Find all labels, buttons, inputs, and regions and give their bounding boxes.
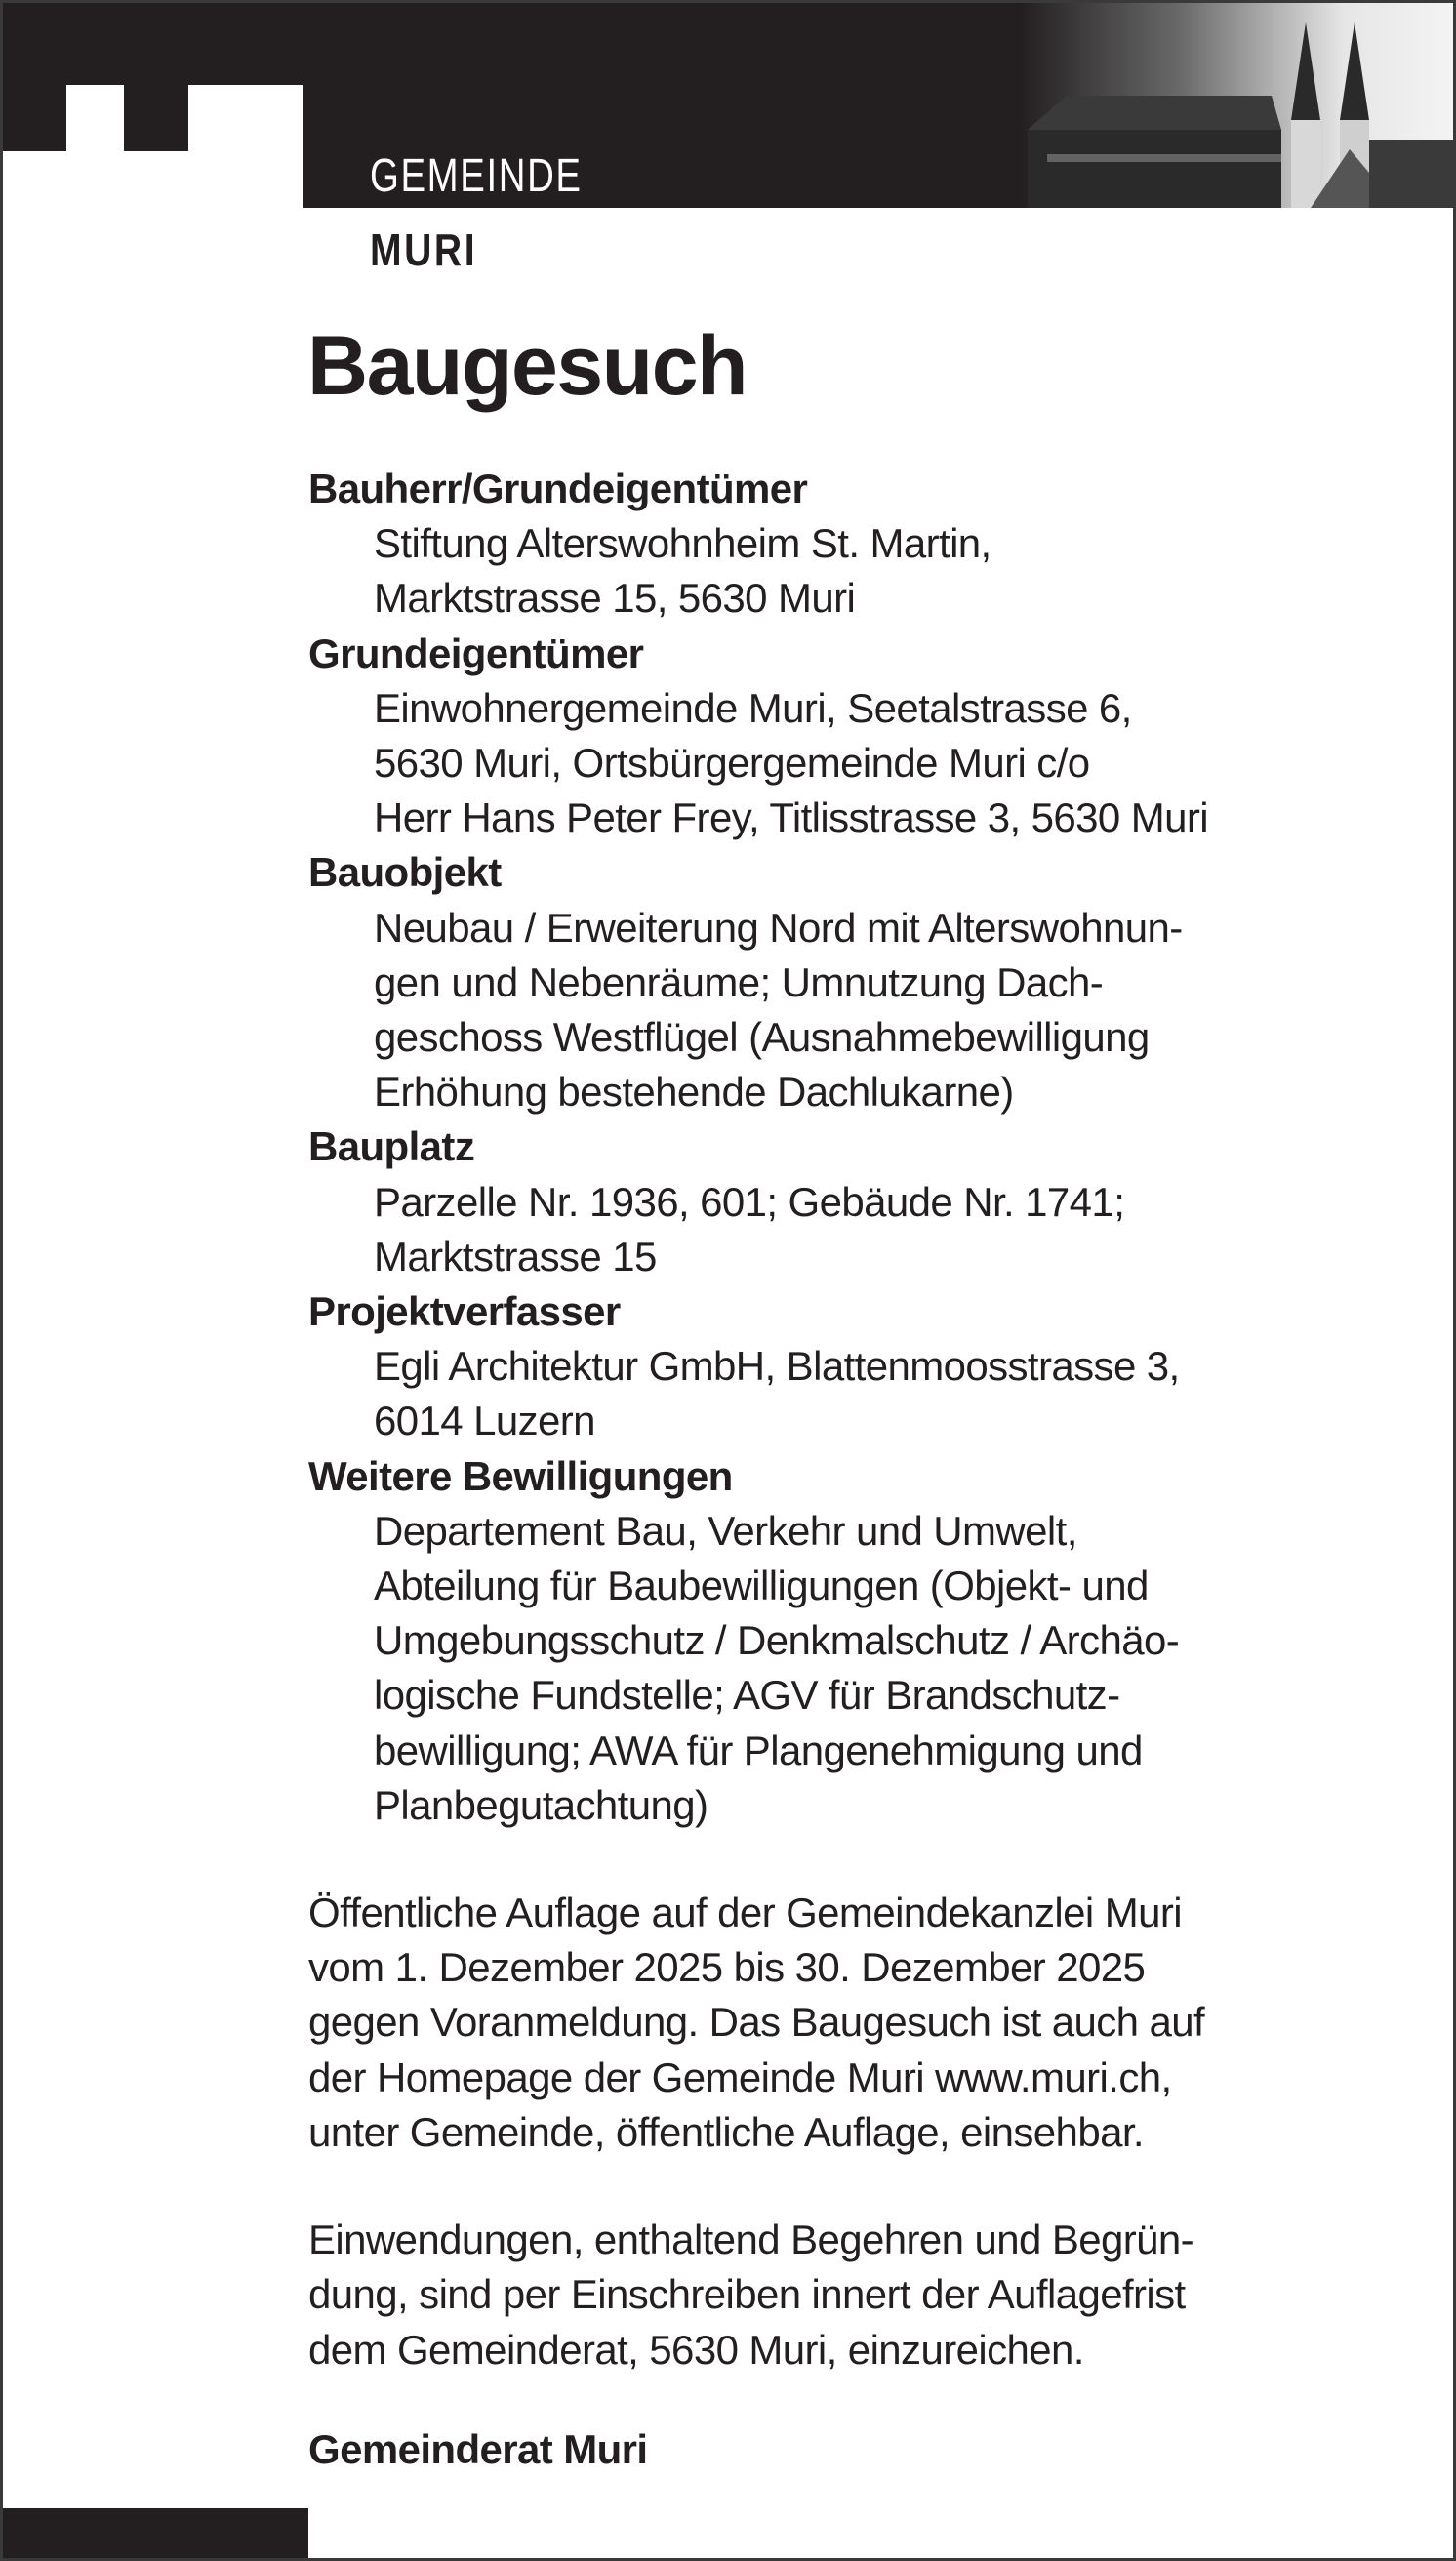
section-heading: Bauplatz — [308, 1123, 475, 1170]
section-weitere-bewilligungen — [308, 1449, 1421, 1833]
section-line: geschoss Westflügel (Ausnahmebewilligung — [374, 1014, 1150, 1061]
section-line: Departement Bau, Verkehr und Umwelt, — [374, 1507, 1077, 1554]
signature: Gemeinderat Muri — [308, 2425, 648, 2472]
section-bauobjekt — [308, 845, 1421, 1119]
section-line: Egli Architektur GmbH, Blattenmoosstrasse 3, — [374, 1343, 1180, 1390]
section-line: 5630 Muri, Ortsbürgergemeinde Muri c/o — [374, 740, 1090, 787]
footer-block — [3, 2508, 308, 2561]
section-heading: Weitere Bewilligungen — [308, 1452, 733, 1499]
paragraph-line: gegen Voranmeldung. Das Baugesuch ist auch auf — [308, 1999, 1205, 2046]
section-line: Herr Hans Peter Frey, Titlisstrasse 3, 5630 Muri — [374, 794, 1209, 841]
section-line: gen und Nebenräume; Umnutzung Dach- — [374, 958, 1104, 1005]
paragraph-line: dem Gemeinderat, 5630 Muri, einzureichen. — [308, 2326, 1084, 2373]
section-line: Neubau / Erweiterung Nord mit Alterswohnun- — [374, 904, 1183, 951]
section-grundeigentuemer — [308, 627, 1421, 846]
paragraph-line: vom 1. Dezember 2025 bis 30. Dezember 2025 — [308, 1944, 1146, 1991]
section-bauherr — [308, 462, 1421, 627]
section-line: logische Fundstelle; AGV für Brandschutz- — [374, 1672, 1120, 1719]
section-line: Einwohnergemeinde Muri, Seetalstrasse 6, — [374, 684, 1132, 731]
section-line: Umgebungsschutz / Denkmalschutz / Archäo- — [374, 1617, 1180, 1664]
section-heading: Projektverfasser — [308, 1288, 621, 1335]
section-projektverfasser — [308, 1284, 1421, 1449]
section-line: Stiftung Alterswohnheim St. Martin, — [374, 520, 991, 567]
section-heading: Bauobjekt — [308, 849, 502, 896]
paragraph-line: der Homepage der Gemeinde Muri www.muri.ch, — [308, 2053, 1172, 2100]
monastery-photo-icon — [940, 22, 1456, 208]
paragraph-line: dung, sind per Einschreiben innert der Auflagefrist — [308, 2271, 1186, 2318]
logo-gemeinde-text: GEMEINDE — [370, 150, 583, 202]
paragraph-line: unter Gemeinde, öffentliche Auflage, einsehbar. — [308, 2108, 1144, 2155]
section-bauplatz — [308, 1119, 1421, 1284]
section-line: Parzelle Nr. 1936, 601; Gebäude Nr. 1741; — [374, 1178, 1125, 1225]
section-heading: Bauherr/Grundeigentümer — [308, 466, 808, 511]
paragraph-line: Öffentliche Auflage auf der Gemeindekanzlei Muri — [308, 1890, 1182, 1936]
section-line: Abteilung für Baubewilligungen (Objekt- und — [374, 1563, 1149, 1609]
logo-muri-text: MURI — [370, 224, 478, 275]
section-line: Marktstrasse 15, 5630 Muri — [374, 575, 856, 622]
section-heading: Grundeigentümer — [308, 630, 644, 676]
section-line: Erhöhung bestehende Dachlukarne) — [374, 1069, 1014, 1116]
notice-body — [308, 462, 1421, 2477]
paragraph-einwendungen — [308, 2213, 1421, 2378]
page-title: Baugesuch — [307, 319, 748, 413]
section-line: Marktstrasse 15 — [374, 1233, 657, 1280]
paragraph-auflage — [308, 1886, 1421, 2160]
crenellation — [124, 81, 188, 151]
paragraph-line: Einwendungen, enthaltend Begehren und Begrün- — [308, 2216, 1194, 2263]
crenellation — [3, 81, 66, 151]
section-line: Planbegutachtung) — [374, 1781, 708, 1828]
section-line: bewilligung; AWA für Plangenehmigung und — [374, 1727, 1143, 1773]
section-line: 6014 Luzern — [374, 1398, 595, 1444]
